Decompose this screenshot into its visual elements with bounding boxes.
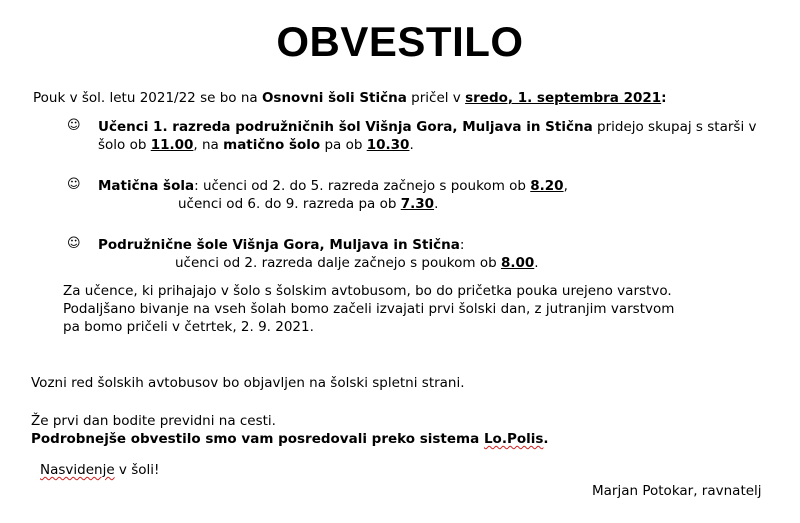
item1-time-2: 10.30 [366, 137, 410, 153]
item1-text-3: , na [193, 137, 224, 153]
item1-line1 [98, 118, 756, 136]
item1-main-school: matično šolo [223, 137, 321, 153]
item3-time-1: 8.00 [500, 255, 535, 271]
paragraph-line-1: Za učence, ki prihajajo v šolo s šolskim avtobusom, bo do pričetka pouka urejeno varstvo. [63, 283, 672, 299]
item3-line2 [175, 254, 539, 272]
lopolis-line [31, 430, 549, 448]
intro-colon: : [661, 90, 667, 106]
item3-text-2: učenci od 2. razreda dalje začnejo s poukom ob [175, 255, 501, 271]
lopolis-period: . [543, 431, 549, 447]
item1-text: pridejo skupaj s starši v [592, 119, 757, 135]
notice-title: OBVESTILO [276, 18, 524, 65]
intro-date: sredo, 1. septembra 2021 [465, 90, 662, 106]
item2-time-1: 8.20 [530, 178, 564, 194]
farewell-word: Nasvidenje [40, 462, 115, 478]
smiley-icon: ☺ [67, 177, 81, 192]
item3-text: : [459, 237, 465, 253]
paragraph-line-3: pa bomo pričeli v četrtek, 2. 9. 2021. [63, 319, 314, 335]
item1-heading: Učenci 1. razreda podružničnih šol Višnja Gora, Muljava in Stična [98, 119, 593, 135]
intro-school: Osnovni šoli Stična [261, 90, 407, 106]
item2-text: : učenci od 2. do 5. razreda začnejo s poukom ob [194, 178, 531, 194]
paragraph-line-2: Podaljšano bivanje na vseh šolah bomo začeli izvajati prvi šolski dan, z jutranjim varstvom [63, 301, 675, 317]
smiley-icon: ☺ [67, 118, 81, 133]
farewell-rest: v šoli! [114, 462, 160, 478]
item2-time-2: 7.30 [400, 196, 435, 212]
lopolis-text: Podrobnejše obvestilo smo vam posredovali preko sistema [31, 431, 484, 447]
signature: Marjan Potokar, ravnatelj [592, 483, 762, 499]
farewell-line [40, 461, 159, 479]
item1-text-2: šolo ob [98, 137, 151, 153]
item2-line2 [178, 195, 438, 213]
item1-line2 [98, 136, 414, 154]
item2-text-2: , [563, 178, 568, 194]
item2-text-4: . [434, 196, 439, 212]
item2-heading: Matična šola [98, 178, 195, 194]
item3-heading: Podružnične šole Višnja Gora, Muljava in Stična [98, 237, 460, 253]
bus-note: Vozni red šolskih avtobusov bo objavljen na šolski spletni strani. [31, 375, 465, 391]
intro-text: Pouk v šol. letu 2021/22 se bo na [33, 90, 262, 106]
smiley-icon: ☺ [67, 236, 81, 251]
intro-line [33, 89, 667, 107]
item2-line1 [98, 177, 568, 195]
lopolis-system: Lo.Polis [483, 431, 544, 447]
intro-text-2: pričel v [406, 90, 466, 106]
item1-time-1: 11.00 [150, 137, 194, 153]
item1-text-4: pa ob [320, 137, 367, 153]
item3-line1 [98, 236, 464, 254]
item3-text-3: . [534, 255, 539, 271]
item2-text-3: učenci od 6. do 9. razreda pa ob [178, 196, 401, 212]
caution-line: Že prvi dan bodite previdni na cesti. [31, 413, 276, 429]
item1-text-5: . [409, 137, 414, 153]
